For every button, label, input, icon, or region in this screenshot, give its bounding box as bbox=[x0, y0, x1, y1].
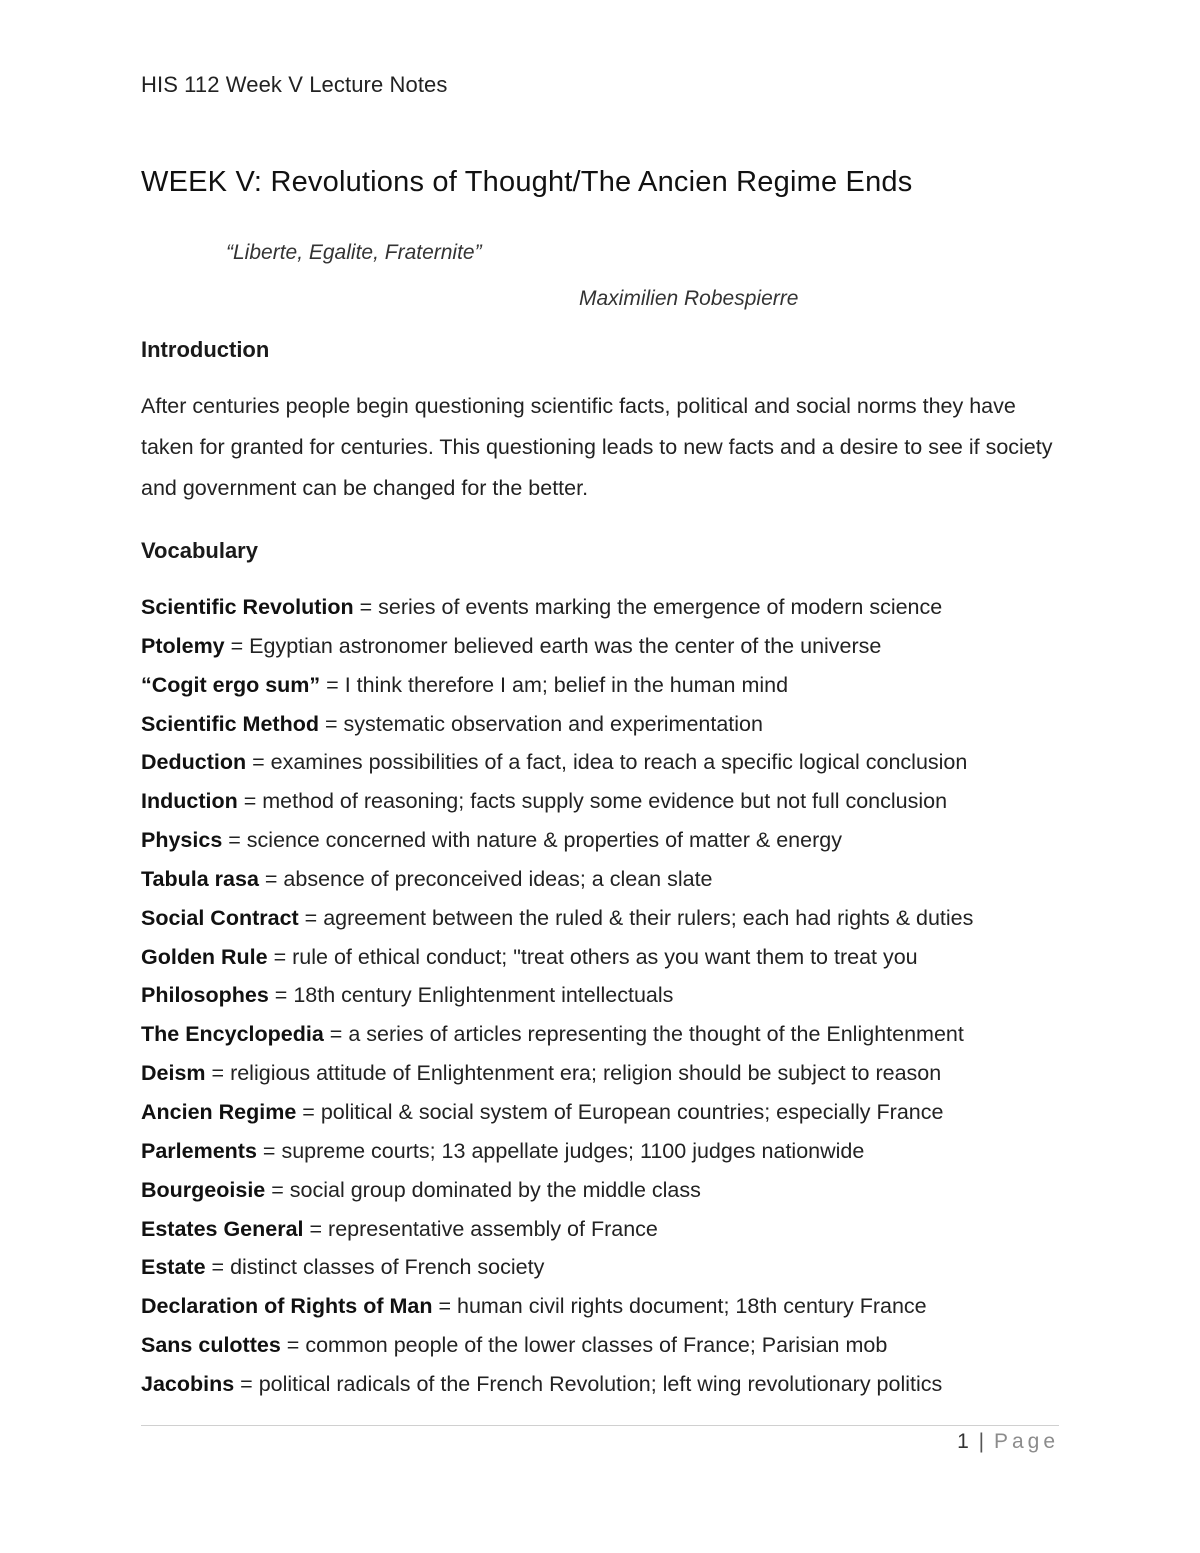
vocabulary-separator: = bbox=[205, 1255, 231, 1280]
vocabulary-item bbox=[141, 1017, 1081, 1056]
vocabulary-term: Golden Rule bbox=[141, 944, 268, 969]
vocabulary-definition: political radicals of the French Revolution; left wing revolutionary politics bbox=[258, 1371, 943, 1396]
vocabulary-definition: I think therefore I am; belief in the human mind bbox=[344, 672, 789, 697]
vocabulary-item bbox=[141, 1212, 1081, 1251]
page-footer bbox=[957, 1430, 1059, 1454]
vocabulary-separator: = bbox=[303, 1216, 329, 1241]
vocabulary-term: Physics bbox=[141, 828, 223, 853]
epigraph-author: Maximilien Robespierre bbox=[579, 287, 799, 310]
vocabulary-separator: = bbox=[280, 1333, 306, 1358]
introduction-heading: Introduction bbox=[141, 337, 270, 362]
vocabulary-term: Jacobins bbox=[141, 1371, 235, 1396]
vocabulary-definition: science concerned with nature & properties of matter & energy bbox=[246, 828, 842, 853]
vocabulary-item bbox=[141, 784, 1081, 823]
page-label: Page bbox=[993, 1430, 1059, 1453]
vocabulary-definition: religious attitude of Enlightenment era; religion should be subject to reason bbox=[230, 1061, 942, 1086]
vocabulary-definition: political & social system of European countries; especially France bbox=[320, 1099, 944, 1124]
vocabulary-term: Bourgeoisie bbox=[141, 1177, 266, 1202]
vocabulary-definition: method of reasoning; facts supply some evidence but not full conclusion bbox=[262, 789, 948, 814]
vocabulary-definition: social group dominated by the middle class bbox=[289, 1177, 701, 1202]
vocabulary-separator: = bbox=[320, 672, 345, 697]
vocabulary-definition: supreme courts; 13 appellate judges; 1100 judges nationwide bbox=[281, 1138, 865, 1163]
vocabulary-separator: = bbox=[267, 944, 293, 969]
vocabulary-item bbox=[141, 1289, 1081, 1328]
vocabulary-term: Deduction bbox=[141, 750, 247, 775]
vocabulary-separator: = bbox=[265, 1177, 290, 1202]
vocabulary-separator: = bbox=[432, 1294, 457, 1319]
vocabulary-term: “Cogit ergo sum” bbox=[141, 672, 321, 697]
vocabulary-item bbox=[141, 590, 1081, 629]
vocabulary-separator: = bbox=[237, 789, 263, 814]
vocabulary-definition: absence of preconceived ideas; a clean slate bbox=[283, 866, 713, 891]
vocabulary-term: Ptolemy bbox=[141, 633, 225, 658]
vocabulary-term: Estate bbox=[141, 1255, 206, 1280]
vocabulary-heading: Vocabulary bbox=[141, 538, 258, 563]
vocabulary-separator: = bbox=[205, 1061, 231, 1086]
vocabulary-definition: a series of articles representing the thought of the Enlightenment bbox=[348, 1022, 964, 1047]
vocabulary-term: Sans culottes bbox=[141, 1333, 281, 1358]
vocabulary-term: The Encyclopedia bbox=[141, 1022, 324, 1047]
vocabulary-term: Deism bbox=[141, 1061, 206, 1086]
vocabulary-separator: = bbox=[246, 750, 271, 775]
vocabulary-definition: agreement between the ruled & their rulers; each had rights & duties bbox=[323, 905, 974, 930]
page-number: 1 bbox=[957, 1430, 969, 1453]
vocabulary-item bbox=[141, 823, 1081, 862]
vocabulary-separator: = bbox=[296, 1099, 321, 1124]
vocabulary-separator: = bbox=[234, 1371, 259, 1396]
vocabulary-separator: = bbox=[323, 1022, 349, 1047]
vocabulary-definition: distinct classes of French society bbox=[230, 1255, 545, 1280]
vocabulary-definition: series of events marking the emergence of modern science bbox=[378, 595, 943, 619]
vocabulary-definition: Egyptian astronomer believed earth was the center of the universe bbox=[249, 633, 882, 658]
vocabulary-separator: = bbox=[353, 595, 379, 619]
vocabulary-item bbox=[141, 901, 1081, 940]
vocabulary-item bbox=[141, 668, 1081, 707]
vocabulary-definition: human civil rights document; 18th century France bbox=[456, 1294, 927, 1319]
page-separator: | bbox=[978, 1430, 985, 1453]
vocabulary-term: Parlements bbox=[141, 1138, 257, 1163]
vocabulary-item bbox=[141, 1056, 1081, 1095]
vocabulary-term: Ancien Regime bbox=[141, 1099, 297, 1124]
introduction-paragraph: After centuries people begin questioning scientific facts, political and social norms they have taken for granted for centuries. This questioning leads to new facts and a desire to see if society and government can be changed for the better. bbox=[141, 394, 1053, 500]
vocabulary-separator: = bbox=[258, 866, 284, 891]
vocabulary-item bbox=[141, 1095, 1081, 1134]
vocabulary-separator: = bbox=[224, 633, 250, 658]
vocabulary-definition: common people of the lower classes of France; Parisian mob bbox=[305, 1333, 888, 1358]
vocabulary-separator: = bbox=[318, 711, 344, 736]
vocabulary-separator: = bbox=[268, 983, 294, 1008]
vocabulary-item bbox=[141, 1250, 1081, 1289]
vocabulary-term: Estates General bbox=[141, 1216, 304, 1241]
footer-divider bbox=[141, 1425, 1059, 1426]
vocabulary-item bbox=[141, 1328, 1081, 1367]
vocabulary-term: Declaration of Rights of Man bbox=[141, 1294, 433, 1319]
vocabulary-item bbox=[141, 1173, 1081, 1212]
vocabulary-item bbox=[141, 862, 1081, 901]
vocabulary-definition: rule of ethical conduct; "treat others as you want them to treat you bbox=[292, 944, 918, 969]
vocabulary-term: Tabula rasa bbox=[141, 866, 259, 891]
epigraph-quote: “Liberte, Egalite, Fraternite” bbox=[226, 241, 482, 264]
vocabulary-separator: = bbox=[222, 828, 247, 853]
vocabulary-separator: = bbox=[256, 1138, 282, 1163]
running-header: HIS 112 Week V Lecture Notes bbox=[141, 72, 448, 97]
vocabulary-item bbox=[141, 629, 1081, 668]
vocabulary-list bbox=[141, 590, 1081, 1406]
vocabulary-definition: 18th century Enlightenment intellectuals bbox=[293, 983, 674, 1008]
vocabulary-term: Philosophes bbox=[141, 983, 269, 1008]
document-title: WEEK V: Revolutions of Thought/The Ancien Regime Ends bbox=[141, 166, 913, 198]
vocabulary-separator: = bbox=[298, 905, 324, 930]
vocabulary-item bbox=[141, 1367, 1081, 1406]
vocabulary-definition: representative assembly of France bbox=[328, 1216, 658, 1241]
vocabulary-item bbox=[141, 707, 1081, 746]
vocabulary-definition: systematic observation and experimentation bbox=[343, 711, 763, 736]
vocabulary-item bbox=[141, 940, 1081, 979]
vocabulary-item bbox=[141, 1134, 1081, 1173]
vocabulary-item bbox=[141, 745, 1081, 784]
vocabulary-definition: examines possibilities of a fact, idea to reach a specific logical conclusion bbox=[270, 750, 968, 775]
vocabulary-term: Scientific Revolution bbox=[141, 595, 354, 619]
vocabulary-item bbox=[141, 978, 1081, 1017]
vocabulary-term: Social Contract bbox=[141, 905, 299, 930]
vocabulary-term: Induction bbox=[141, 789, 238, 814]
vocabulary-term: Scientific Method bbox=[141, 711, 319, 736]
